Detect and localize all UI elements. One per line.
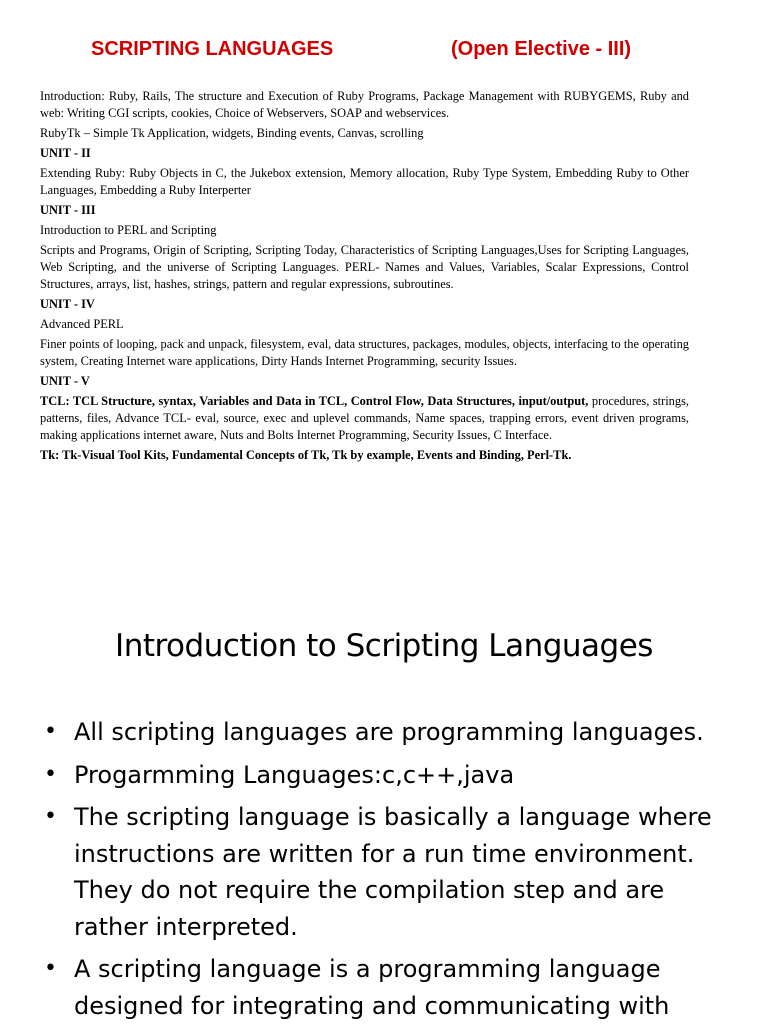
bullet-text: The scripting language is basically a language where instructions are written for a run time environment. They do not require the compilation step and are rather interpreted. bbox=[74, 803, 712, 941]
syllabus-paragraph bbox=[40, 393, 689, 444]
elective-label: (Open Elective - III) bbox=[451, 38, 632, 60]
syllabus-text: procedures, strings, patterns, files, Advance TCL- eval, source, exec and uplevel commands, Name spaces, trapping errors, event driven programs, making applications internet aware, Nuts and Bolts Internet Programming, Security Issues, C Interface. bbox=[40, 394, 689, 442]
syllabus-paragraph: Scripts and Programs, Origin of Scripting, Scripting Today, Characteristics of Scripting Languages,Uses for Scripting Languages, Web Scripting, and the universe of Scripting Languages. PERL- Names and Values, Variables, Scalar Expressions, Control Structures, arrays, list, hashes, strings, pattern and regular expressions, subroutines. bbox=[40, 243, 689, 291]
syllabus-paragraph: Introduction: Ruby, Rails, The structure and Execution of Ruby Programs, Package Management with RUBYGEMS, Ruby and web: Writing CGI scripts, cookies, Choice of Webservers, SOAP and webservices. bbox=[40, 89, 689, 120]
bullet-item bbox=[44, 799, 744, 945]
slide-title: Introduction to Scripting Languages bbox=[115, 628, 653, 664]
bullet-item bbox=[44, 714, 744, 751]
bullet-list bbox=[44, 714, 744, 1030]
bullet-item bbox=[44, 757, 744, 794]
bullet-dot-icon: • bbox=[44, 761, 57, 787]
bullet-item bbox=[44, 951, 744, 1024]
bullet-dot-icon: • bbox=[44, 719, 57, 744]
bullet-text: All scripting languages are programming languages. bbox=[74, 718, 704, 746]
unit-heading: UNIT - V bbox=[40, 374, 90, 388]
syllabus-paragraph: Finer points of looping, pack and unpack, filesystem, eval, data structures, packages, modules, objects, interfacing to the operating system, Creating Internet ware applications, Dirty Hands Internet Programming, security Issues. bbox=[40, 337, 689, 368]
syllabus-paragraph: RubyTk – Simple Tk Application, widgets, Binding events, Canvas, scrolling bbox=[40, 126, 424, 140]
unit-heading: UNIT - IV bbox=[40, 297, 95, 311]
syllabus-paragraph: Extending Ruby: Ruby Objects in C, the Jukebox extension, Memory allocation, Ruby Type System, Embedding Ruby to Other Languages, Embedding a Ruby Interperter bbox=[40, 166, 689, 197]
syllabus-body bbox=[40, 88, 689, 467]
syllabus-bold-lead: TCL: TCL Structure, syntax, Variables and Data in TCL, Control Flow, Data Structures, input/output, bbox=[40, 394, 589, 408]
intro-slide bbox=[0, 560, 768, 1024]
syllabus-paragraph: Introduction to PERL and Scripting bbox=[40, 223, 217, 237]
bullet-dot-icon: • bbox=[44, 804, 57, 829]
bullet-text: Progarmming Languages:c,c++,java bbox=[74, 760, 515, 789]
unit-heading: UNIT - III bbox=[40, 203, 96, 217]
course-title: SCRIPTING LANGUAGES bbox=[91, 38, 334, 60]
syllabus-paragraph: Tk: Tk-Visual Tool Kits, Fundamental Concepts of Tk, Tk by example, Events and Binding, Perl-Tk. bbox=[40, 448, 572, 462]
bullet-dot-icon: • bbox=[44, 956, 57, 981]
syllabus-paragraph: Advanced PERL bbox=[40, 317, 124, 331]
bullet-text: A scripting language is a programming language designed for integrating and communicating with bbox=[74, 955, 670, 1020]
slide-header bbox=[0, 38, 768, 68]
unit-heading: UNIT - II bbox=[40, 146, 91, 160]
